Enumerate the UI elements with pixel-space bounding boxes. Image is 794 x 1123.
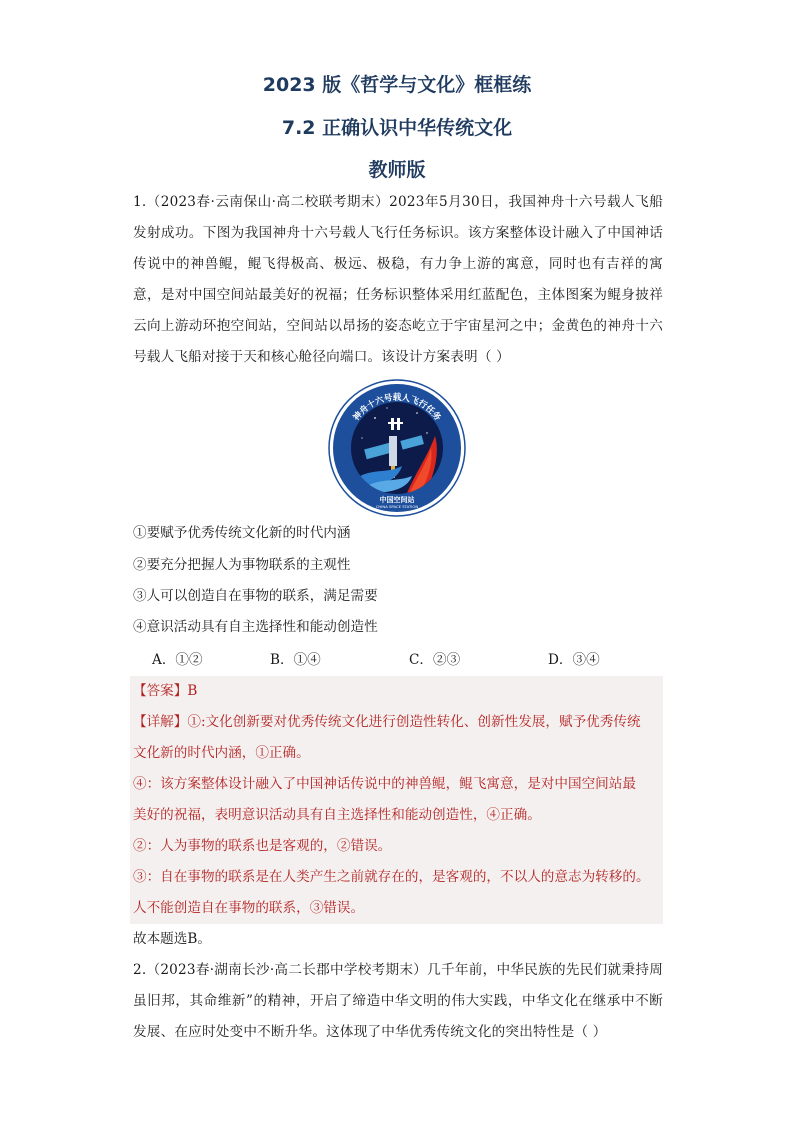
document-title: 2023 版《哲学与文化》框框练: [262, 74, 532, 96]
detail-line-7: 人不能创造自在事物的联系，③错误。: [133, 900, 365, 916]
choice-d: D．③④: [548, 652, 600, 668]
choice-b: B．①④: [270, 652, 321, 668]
emblem-ring-text-bottom: 中国空间站: [379, 496, 415, 504]
shenzhou-16-mission-emblem: [327, 378, 467, 518]
detail-line-1: [133, 707, 668, 738]
question-1-option-2: ②要充分把握人为事物联系的主观性: [133, 557, 351, 573]
detail-label: 【详解】: [133, 714, 188, 730]
section-title: 7.2 正确认识中华传统文化: [281, 117, 513, 139]
question-1-option-3: ③人可以创造自在事物的联系，满足需要: [133, 588, 378, 604]
answer-line: [133, 676, 668, 707]
emblem-ring-text-bottom-en: CHINA SPACE STATION: [375, 504, 419, 509]
choice-c: C．②③: [409, 652, 461, 668]
detail-line-4: 美好的祝福，表明意识活动具有自主选择性和能动创造性，④正确。: [133, 807, 541, 823]
detail-line-5: ②：人为事物的联系也是客观的，②错误。: [133, 838, 392, 854]
detail-line-2: 文化新的时代内涵，①正确。: [133, 745, 310, 761]
conclusion-line: 故本题选B。: [133, 931, 211, 947]
edition-label: 教师版: [368, 159, 426, 181]
detail-line-3: ④：该方案整体设计融入了中国神话传说中的神兽鲲，鲲飞寓意，是对中国空间站最: [133, 776, 636, 792]
question-1-option-4: ④意识活动具有自主选择性和能动创造性: [133, 619, 378, 635]
question-2-stem: 2.（2023春·湖南长沙·高二长郡中学校考期末）几千年前，中华民族的先民们就秉持周虽旧邦，其命维新”的精神，开启了缔造中华文明的伟大实践，中华文化在继承中不断发展、在应时处变中不断升华。这体现了中华优秀传统文化的突出特性是（ ）: [133, 962, 663, 1040]
question-1-option-1: ①要赋予优秀传统文化新的时代内涵: [133, 525, 351, 541]
detail-line-6: ③：自在事物的联系是在人类产生之前就存在的，是客观的，不以人的意志为转移的。: [133, 869, 650, 885]
question-1-stem: 1.（2023春·云南保山·高二校联考期末）2023年5月30日，我国神舟十六号载人飞船发射成功。下图为我国神舟十六号载人飞行任务标识。该方案整体设计融入了中国神话传说中的神兽鲲，鲲飞得极高、极远、极稳，有力争上游的寓意，同时也有吉祥的寓意，是对中国空间站最美好的祝福；任务标识整体采用红蓝配色，主体图案为鲲身披祥云向上游动环抱空间站，空间站以昂扬的姿态屹立于宇宙星河之中；金黄色的神舟十六号载人飞船对接于天和核心舱径向端口。该设计方案表明（ ）: [133, 194, 663, 365]
detail-text-1: ①:文化创新要对优秀传统文化进行创造性转化、创新性发展，赋予优秀传统: [187, 714, 641, 730]
choice-a: A．①②: [152, 652, 203, 668]
answer-value: B: [187, 683, 198, 699]
answer-label: 【答案】: [133, 683, 188, 699]
question-1-choices: [152, 645, 652, 675]
emblem-ring-text-top: 神舟十六号载人飞行任务: [351, 393, 443, 423]
